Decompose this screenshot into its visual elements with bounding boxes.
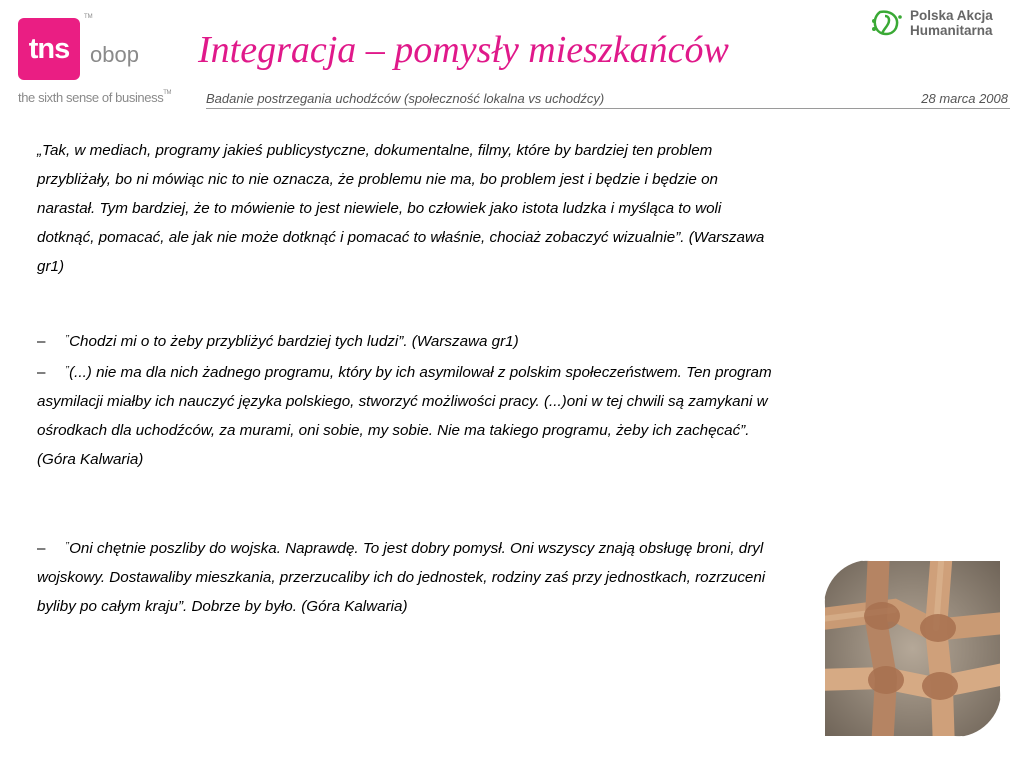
- quotes-content: [37, 136, 777, 621]
- quote-text: Oni chętnie poszliby do wojska. Naprawdę. To jest dobry pomysł. Oni wszyscy znają obsługę broni, dryl wojskowy. Dostawaliby mieszkania, przerzucaliby ich do jednostek, rodziny zaś przy jednostkach, rozrzuceni byliby po całym kraju”. Dobrze by było. (Góra Kalwaria): [37, 540, 766, 615]
- quote-gora-kalwaria-army: [37, 532, 777, 621]
- report-date: 28 marca 2008: [921, 91, 1008, 106]
- bullet-dash: –: [37, 364, 46, 381]
- quote-gora-kalwaria-program: [37, 356, 777, 474]
- joined-hands-photo: [824, 560, 1001, 737]
- quote-text: Chodzi mi o to żeby przybliżyć bardziej tych ludzi”. (Warszawa gr1): [69, 333, 519, 350]
- quote-warszawa-closer: [37, 325, 777, 356]
- header-divider: [206, 108, 1010, 109]
- pah-name-line1: Polska Akcja: [910, 8, 993, 23]
- obop-logo-text: obop: [90, 42, 139, 67]
- tns-logo: [18, 18, 80, 80]
- quote-mark: ’’: [65, 541, 70, 552]
- quote-mark: ’’: [65, 334, 70, 345]
- quote-warszawa-media: „Tak, w mediach, programy jakieś publicystyczne, dokumentalne, filmy, które by bardziej ten problem przybliżały, bo ni mówiąc nic to nie oznacza, że problemu nie ma, bo problem jest i będzie i będzie on narastał. Tym bardziej, że to mówienie to jest niewiele, bo człowiek jako istota ludzka i myśląca to woli dotknąć, pomacać, ale jak nie może dotknąć i pomacać to właśnie, chociaż zobaczyć wizualnie”. (Warszawa gr1): [37, 142, 765, 275]
- pah-name-line2: Humanitarna: [910, 23, 993, 38]
- quote-mark: ’’: [65, 365, 70, 376]
- pah-logo: [870, 8, 993, 38]
- page-title: Integracja – pomysły mieszkańców: [198, 29, 729, 71]
- bullet-dash: –: [37, 333, 46, 350]
- tns-logo-tm: TM: [84, 14, 93, 20]
- tns-logo-text: tns: [28, 32, 70, 65]
- tagline-text: the sixth sense of business: [18, 90, 164, 105]
- bullet-dash: –: [37, 540, 46, 557]
- study-subtitle: Badanie postrzegania uchodźców (społeczność lokalna vs uchodźcy): [206, 91, 605, 106]
- tagline: [18, 90, 171, 105]
- quote-text: (...) nie ma dla nich żadnego programu, który by ich asymilował z polskim społeczeństwem. Ten program asymilacji miałby ich nauczyć języka polskiego, stworzyć możliwości pracy. (...)oni w tej chwili są zamykani w ośrodkach dla uchodźców, za murami, oni sobie, my sobie. Nie ma takiego programu, żeby ich zachęcać”. (Góra Kalwaria): [37, 364, 772, 468]
- tagline-tm: TM: [163, 90, 172, 96]
- pah-leaf-icon: [870, 8, 904, 38]
